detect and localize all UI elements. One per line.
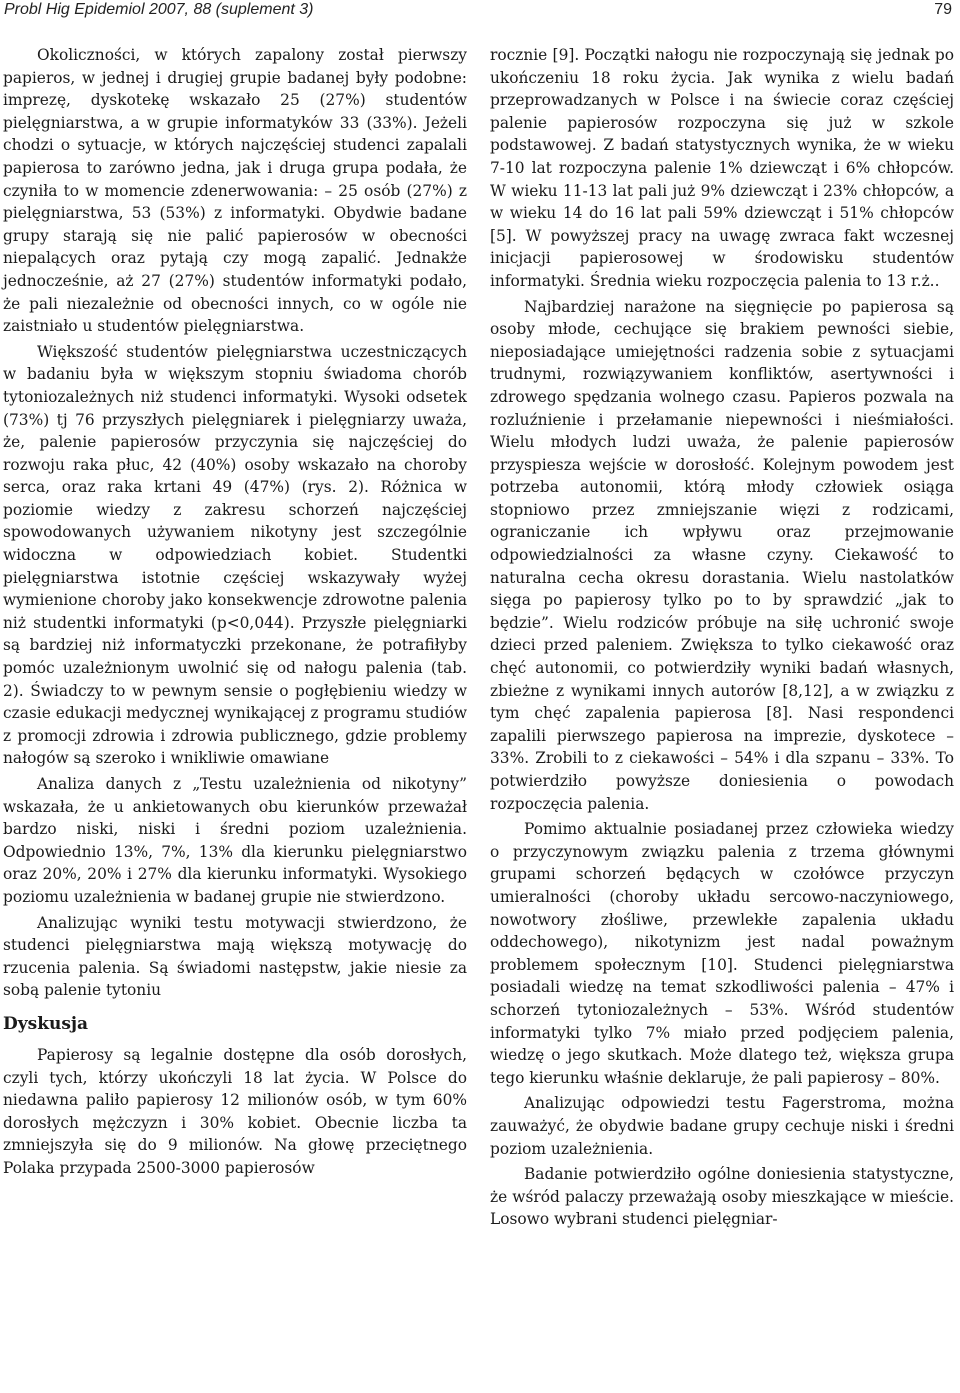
body-paragraph: Badanie potwierdziło ogólne doniesienia statystyczne, że wśród palaczy przeważają osoby mieszkające w mieście. Losowo wybrani studenci pielęgniar- xyxy=(490,1165,954,1229)
body-paragraph: Pomimo aktualnie posiadanej przez człowieka wiedzy o przyczynowym związku palenia z trzema głównymi grupami schorzeń będących w czołówce przyczyn umieralności (choroby układu sercowo-naczyniowego, nowotwory złośliwe, przewlekłe zapalenia układu oddechowego), nikotynizm jest nadal poważnym problemem społecznym [10]. Studenci pielęgniarstwa posiadali wiedzę na temat szkodliwości palenia – 47% i schorzeń tytoniozależnych – 53%. Wśród studentów informatyki tylko 7% miało przed podjęciem palenia, wiedzę o jego skutkach. Może dlatego też, większa grupa tego kierunku właśnie deklaruje, że pali papierosy – 80%. xyxy=(490,820,954,1087)
continuation-paragraph: rocznie [9]. Początki nałogu nie rozpoczynają się jednak po ukończeniu 18 roku życia. Jak wynika z wielu badań przeprowadzanych w Polsce i na świecie coraz częściej palenie papierosów rozpoczyna się już w szkole podstawowej. Z badań statystycznych wynika, że w wieku 7-10 lat rozpoczyna palenie 1% dziewcząt i 6% chłopców. W wieku 11-13 lat pali już 9% dziewcząt i 23% chłopców, a w wieku 14 do 16 lat pali 59% dziewcząt i 51% chłopców [5]. W powyższej pracy na uwagę zwraca fakt wczesnej inicjacji papierosowej w środowisku studentów informatyki. Średnia wieku rozpoczęcia palenia to 13 r.ż.. xyxy=(490,46,954,290)
page-number: 79 xyxy=(934,1,952,18)
journal-citation: Probl Hig Epidemiol 2007, 88 (suplement 3) xyxy=(4,1,314,18)
right-column xyxy=(490,44,954,1234)
body-paragraph: Papierosy są legalnie dostępne dla osób dorosłych, czyli tych, którzy ukończyli 18 lat życia. W Polsce do niedawna paliło papierosy 12 milionów osób, w tym 60% dorosłych mężczyzn i 30% kobiet. Obecnie liczba ta zmniejszyła się do 9 milionów. Na głowę przeciętnego Polaka przypada 2500-3000 papierosów xyxy=(3,1045,467,1177)
body-paragraph: Analizując odpowiedzi testu Fagerstroma, można zauważyć, że obydwie badane grupy cechuje niski i średni poziom uzależnienia. xyxy=(490,1094,954,1158)
body-paragraph: Analiza danych z „Testu uzależnienia od nikotyny” wskazała, że u ankietowanych obu kierunków przeważał bardzo niski, niski i średni poziom uzależnienia. Odpowiednio 13%, 7%, 13% dla kierunku pielęgniarstwo oraz 20%, 20% i 27% dla kierunku informatyki. Wysokiego poziomu uzależnienia w badanej grupie nie stwierdzono. xyxy=(3,775,467,906)
body-paragraph: Najbardziej narażone na sięgnięcie po papierosa są osoby młode, cechujące się brakiem pewności siebie, nieposiadające umiejętności radzenia sobie z sytuacjami trudnymi, rozwiązywaniem konfliktów, asertywności i zdrowego spędzania wolnego czasu. Papieros pozwala na rozluźnienie i przełamanie niepewności i nieśmiałości. Wielu młodych ludzi uważa, że palenie papierosów przyspiesza wejście w dorosłość. Kolejnym powodem jest potrzeba autonomii, którą młody człowiek osiąga stopniowo przez zmniejszanie więzi z rodzicami, ograniczanie ich wpływu oraz przejmowanie odpowiedzialności za własne czyny. Ciekawość to naturalna cecha okresu dorastania. Wielu nastolatków sięga po papierosy tylko po to by sprawdzić „jak to będzie”. Wielu rodziców próbuje na siłę uchronić swoje dzieci przed paleniem. Zwiększa to tylko ciekawość oraz chęć autonomii, co potwierdziły wyniki badań własnych, zbieżne z wynikami innych autorów [8,12], a w związku z tym chęć zapalenia papierosa [8]. Nasi respondenci zapalili pierwszego papierosa na imprezie, dyskotece – 33%. Zrobili to z ciekawości – 54% i dla szpanu – 33%. To potwierdziło powyższe doniesienia o powodach rozpoczęcia palenia. xyxy=(490,297,954,813)
body-paragraph: Okoliczności, w których zapalony został pierwszy papieros, w jednej i drugiej grupie badanej były podobne: imprezę, dyskotekę wskazało 25 (27%) studentów pielęgniarstwa, a w grupie informatyków 33 (33%). Jeżeli chodzi o sytuacje, w których najczęściej studenci zapalali papierosa to zarówno jedna, jak i druga grupa podała, że czyniła to w momencie zdenerwowania: – 25 osób (27%) z pielęgniarstwa, 53 (53%) z informatyki. Obydwie badane grupy starają się nie palić papierosów w obecności niepalących oraz pytają czy mogą zapalić. Jednakże jednocześnie, aż 27 (27%) studentów informatyki podało, że pali niezależnie od obecności innych, co w ogóle nie zaistniało u studentów pielęgniarstwa. xyxy=(3,46,467,336)
left-column xyxy=(3,44,467,1183)
section-heading: Dyskusja xyxy=(3,1013,89,1034)
body-paragraph: Większość studentów pielęgniarstwa uczestniczących w badaniu była w większym stopniu świadoma chorób tytoniozależnych niż studenci informatyki. Wysoki odsetek (73%) tj 76 przyszłych pielęgniarek i pielęgniarzy uważa, że, palenie papierosów przyczynia się najczęściej do rozwoju raka płuc, 42 (40%) osoby wskazało na choroby serca, oraz raka krtani 49 (47%) (rys. 2). Różnica w poziomie wiedzy z zakresu schorzeń najczęściej spowodowanych używaniem nikotyny jest szczególnie widoczna w odpowiedziach kobiet. Studentki pielęgniarstwa istotnie częściej wskazywały wyżej wymienione choroby jako konsekwencje zdrowotne palenia niż studentki informatyki (p<0,044). Przyszłe pielęgniarki są bardziej niż informatyczki przekonane, że potrafiłyby pomóc uzależnionym uwolnić się od nałogu palenia (tab. 2). Świadczy to w pewnym sensie o pogłębieniu wiedzy w czasie edukacji medycznej wynikającej z programu studiów z promocji zdrowia i zdrowia publicznego, gdzie problemy nałogów są szeroko i wnikliwie omawiane xyxy=(3,342,467,768)
running-header xyxy=(0,0,960,24)
body-paragraph: Analizując wyniki testu motywacji stwierdzono, że studenci pielęgniarstwa mają większą motywację do rzucenia palenia. Są świadomi następstw, jakie niesie za sobą palenie tytoniu xyxy=(3,913,467,1000)
